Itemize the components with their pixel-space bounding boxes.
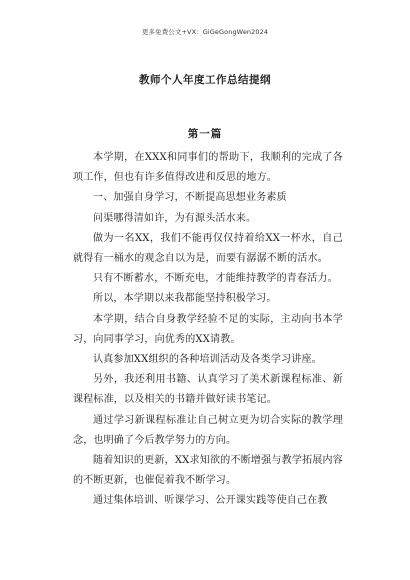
paragraph: 问渠哪得清如许，为有源头活水来。 bbox=[93, 212, 257, 224]
paragraph: 本学期，结合自身教学经验不足的实际，主动向书本学习，向同事学习，向优秀的XX请教。 bbox=[73, 313, 343, 345]
paragraph: 只有不断蓄水，不断充电，才能维持教学的青春活力。 bbox=[93, 273, 338, 285]
paragraph: 通过集体培训、听课学习、公开课实践等使自己在教 bbox=[93, 495, 328, 507]
document-title: 教师个人年度工作总结提纲 bbox=[139, 74, 271, 86]
paragraph-heading: 一、加强自身学习，不断提高思想业务素质 bbox=[93, 192, 287, 204]
section-heading: 第一篇 bbox=[187, 128, 223, 140]
paragraph: 本学期，在XXX和同事们的帮助下，我顺利的完成了各项工作，但也有许多值得改进和反思的地方。 bbox=[73, 152, 343, 184]
paragraph: 认真参加XX组织的各种培训活动及各类学习讲座。 bbox=[93, 354, 322, 366]
document-body bbox=[73, 148, 343, 512]
paragraph: 随着知识的更新，XX求知欲的不断增强与教学拓展内容的不断更新，也催促着我不断学习。 bbox=[73, 455, 343, 487]
paragraph: 做为一名XX，我们不能再仅仅持着给XX一杯水，自己就得有一桶水的观念自以为是，而要有潺潺不断的活水。 bbox=[73, 232, 343, 265]
paragraph: 另外，我还利用书籍、认真学习了美术新课程标准、新课程标准，以及相关的书籍并做好读书笔记。 bbox=[73, 374, 343, 406]
paragraph: 通过学习新课程标准让自己树立更为切合实际的教学理念，也明确了今后教学努力的方向。 bbox=[73, 414, 343, 446]
header-note: 更多免费公文+VX：GiGeGongWen2024 bbox=[141, 28, 269, 36]
paragraph: 所以，本学期以来我都能坚持积极学习。 bbox=[93, 293, 277, 305]
